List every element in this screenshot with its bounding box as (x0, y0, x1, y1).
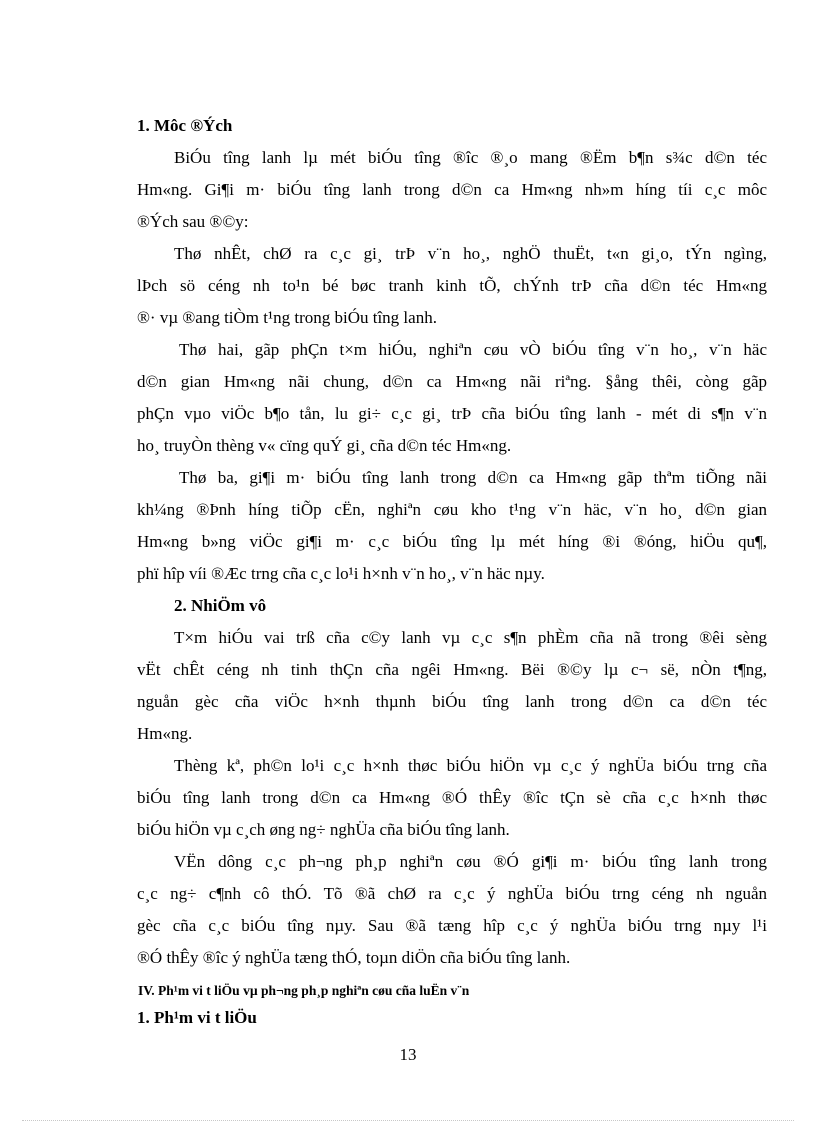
paragraph-line: BiÓu tîng lanh lµ mét biÓu tîng ®îc ®¸o mang ®Ëm b¶n s¾c d©n téc (174, 148, 767, 167)
paragraph-line: VËn dông c¸c ph¬ng ph¸p nghiªn cøu ®Ó gi¶i m· biÓu tîng lanh trong (174, 852, 767, 871)
paragraph-line: Hm«ng. (137, 724, 193, 743)
paragraph-line: Thø ba, gi¶i m· biÓu tîng lanh trong d©n ca Hm«ng gãp thªm tiÕng nãi (179, 468, 767, 487)
paragraph-line: T×m hiÓu vai trß cña c©y lanh vµ c¸c s¶n phÈm cña nã trong ®êi sèng (174, 628, 767, 647)
heading-nhiem-vu: 2. NhiÖm vô (174, 596, 267, 615)
paragraph-line: biÓu hiÖn vµ c¸ch øng ng÷ nghÜa cña biÓu tîng lanh. (137, 820, 510, 839)
section-heading-iv: IV. Ph¹m vi t liÖu vµ ph¬ng ph¸p nghiªn cøu cña luËn v¨n (138, 983, 470, 998)
heading-muc-dich: 1. Môc ®Ých (137, 116, 233, 135)
paragraph-line: nguån gèc cña viÖc h×nh thµnh biÓu tîng lanh trong d©n ca d©n téc (137, 692, 767, 711)
paragraph-line: Hm«ng b»ng viÖc gi¶i m· c¸c biÓu tîng lµ mét híng ®i ®óng, hiÖu qu¶, (137, 532, 767, 551)
page-number: 13 (399, 1045, 417, 1064)
paragraph-line: gèc cña c¸c biÓu tîng nµy. Sau ®ã tæng hîp c¸c ý nghÜa biÓu trng nµy l¹i (137, 916, 767, 935)
subheading-pham-vi-tu-lieu: 1. Ph¹m vi t liÖu (137, 1008, 257, 1027)
page-bottom-divider (22, 1120, 794, 1121)
paragraph-line: biÓu tîng lanh trong d©n ca Hm«ng ®Ó thÊy ®îc tÇn sè cña c¸c h×nh thøc (137, 788, 767, 807)
paragraph-line: ®Ó thÊy ®îc ý nghÜa tæng thÓ, toµn diÖn cña biÓu tîng lanh. (137, 948, 571, 967)
paragraph-line: ho¸ truyÒn thèng v« cïng quÝ gi¸ cña d©n téc Hm«ng. (137, 436, 512, 455)
paragraph-line: phÇn vµo viÖc b¶o tån, lu gi÷ c¸c gi¸ trÞ cña biÓu tîng lanh - mét di s¶n v¨n (137, 404, 767, 423)
paragraph-line: Thø nhÊt, chØ ra c¸c gi¸ trÞ v¨n ho¸, nghÖ thuËt, t«n gi¸o, tÝn ngìng, (174, 244, 767, 263)
paragraph-line: Hm«ng. Gi¶i m· biÓu tîng lanh trong d©n ca Hm«ng nh»m híng tíi c¸c môc (137, 180, 767, 199)
paragraph-line: Thèng kª, ph©n lo¹i c¸c h×nh thøc biÓu hiÖn vµ c¸c ý nghÜa biÓu trng cña (174, 756, 767, 775)
paragraph-line: ®Ých sau ®©y: (137, 212, 249, 231)
paragraph-line: d©n gian Hm«ng nãi chung, d©n ca Hm«ng nãi riªng. §ång thêi, còng gãp (137, 372, 767, 391)
paragraph-line: Thø hai, gãp phÇn t×m hiÓu, nghiªn cøu vÒ biÓu tîng v¨n ho¸, v¨n häc (179, 340, 767, 359)
paragraph-line: vËt chÊt céng nh tinh thÇn cña ngêi Hm«ng. Bëi ®©y lµ c¬ së, nÒn t¶ng, (137, 660, 767, 679)
paragraph-line: lÞch sö céng nh to¹n bé bøc tranh kinh tÕ, chÝnh trÞ cña d©n téc Hm«ng (137, 276, 767, 295)
paragraph-line: phï hîp víi ®Æc trng cña c¸c lo¹i h×nh v¨n ho¸, v¨n häc nµy. (137, 564, 545, 583)
paragraph-line: ®· vµ ®ang tiÒm t¹ng trong biÓu tîng lanh. (137, 308, 437, 327)
paragraph-line: kh¼ng ®Þnh híng tiÕp cËn, nghiªn cøu kho t¹ng v¨n häc, v¨n ho¸ d©n gian (137, 500, 767, 519)
paragraph-line: c¸c ng÷ c¶nh cô thÓ. Tõ ®ã chØ ra c¸c ý nghÜa biÓu trng céng nh nguån (137, 884, 767, 903)
